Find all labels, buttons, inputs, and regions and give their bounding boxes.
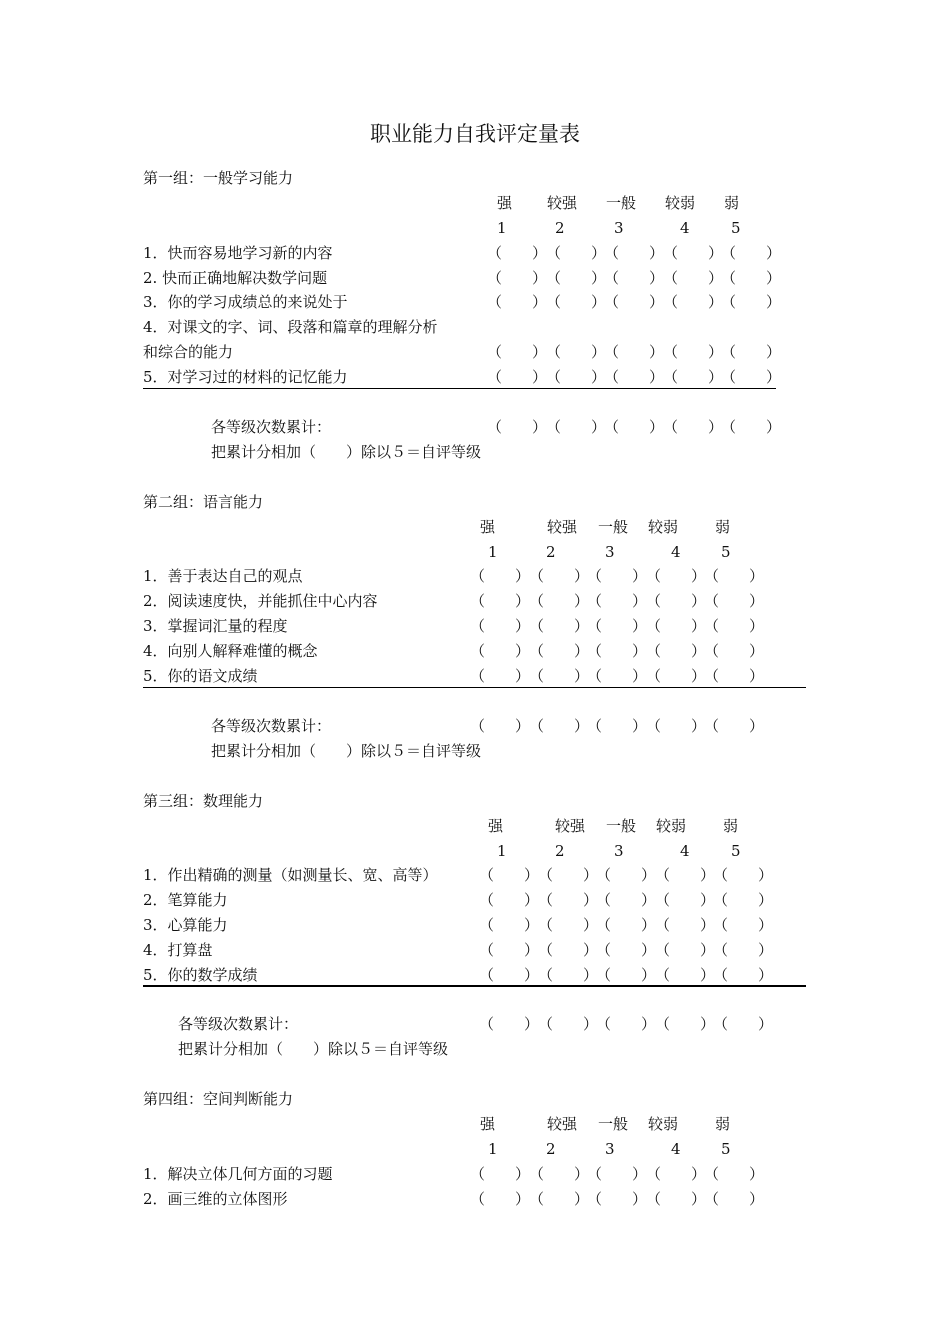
group-3-item-2-rating-3: （ ） xyxy=(596,891,657,909)
group-3-divider xyxy=(143,985,806,987)
group-3-item-2-rating-4: （ ） xyxy=(655,891,716,909)
group-4-scale-label-4: 较弱 xyxy=(648,1115,679,1133)
group-1-item-6-rating-3: （ ） xyxy=(604,368,665,386)
group-3-item-2-rating-2: （ ） xyxy=(538,891,599,909)
group-3-item-2-rating-5: （ ） xyxy=(713,891,774,909)
group-2-scale-label-4: 较弱 xyxy=(648,518,679,536)
group-3-scale-number-1: 1 xyxy=(497,842,507,860)
group-2-tally-rating-1: （ ） xyxy=(470,717,531,735)
group-1-scale-number-2: 2 xyxy=(555,219,565,237)
group-2-item-1-rating-1: （ ） xyxy=(470,567,531,585)
group-4-item-2-rating-1: （ ） xyxy=(470,1190,531,1208)
group-2-item-1-text: 1．善于表达自己的观点 xyxy=(143,567,303,585)
group-1-scale-number-1: 1 xyxy=(497,219,507,237)
group-4-item-2-text: 2．画三维的立体图形 xyxy=(143,1190,288,1208)
group-1-tally-rating-3: （ ） xyxy=(604,418,665,436)
group-2-item-2-text: 2．阅读速度快，并能抓住中心内容 xyxy=(143,592,378,610)
group-2-item-2-rating-2: （ ） xyxy=(529,592,590,610)
group-3-scale-number-3: 3 xyxy=(614,842,624,860)
group-2-item-4-rating-3: （ ） xyxy=(587,642,648,660)
group-1-divider xyxy=(143,388,776,389)
group-4-heading: 第四组：空间判断能力 xyxy=(143,1090,294,1108)
group-1-item-2-text: 2. 快而正确地解决数学问题 xyxy=(143,269,328,287)
group-3-tally-label: 各等级次数累计： xyxy=(178,1015,299,1033)
group-2-tally-label: 各等级次数累计： xyxy=(211,717,332,735)
group-2-item-3-rating-3: （ ） xyxy=(587,617,648,635)
group-4-item-2-rating-4: （ ） xyxy=(646,1190,707,1208)
group-1-item-4-text: 4．对课文的字、词、段落和篇章的理解分析 xyxy=(143,318,438,336)
group-1-scale-label-3: 一般 xyxy=(606,194,637,212)
group-2-scale-number-5: 5 xyxy=(721,543,731,561)
group-2-scale-label-3: 一般 xyxy=(598,518,629,536)
group-2-item-2-rating-5: （ ） xyxy=(704,592,765,610)
group-1-item-1-rating-5: （ ） xyxy=(721,244,782,262)
group-2-item-1-rating-5: （ ） xyxy=(704,567,765,585)
group-3-tally-rating-5: （ ） xyxy=(713,1015,774,1033)
group-4-item-1-rating-5: （ ） xyxy=(704,1165,765,1183)
group-1-item-5-rating-4: （ ） xyxy=(663,343,724,361)
group-1-scale-number-3: 3 xyxy=(614,219,624,237)
group-2-item-2-rating-3: （ ） xyxy=(587,592,648,610)
group-4-item-1-text: 1．解决立体几何方面的习题 xyxy=(143,1165,333,1183)
group-3-item-4-rating-4: （ ） xyxy=(655,941,716,959)
group-3-item-3-rating-1: （ ） xyxy=(479,916,540,934)
group-1-item-2-rating-2: （ ） xyxy=(546,269,607,287)
group-1-tally-label: 各等级次数累计： xyxy=(211,418,332,436)
group-1-item-1-rating-3: （ ） xyxy=(604,244,665,262)
group-1-item-3-rating-2: （ ） xyxy=(546,293,607,311)
group-2-scale-label-2: 较强 xyxy=(547,518,578,536)
group-1-scale-label-2: 较强 xyxy=(547,194,578,212)
group-4-item-2-rating-3: （ ） xyxy=(587,1190,648,1208)
group-2-item-3-rating-1: （ ） xyxy=(470,617,531,635)
group-4-item-2-rating-2: （ ） xyxy=(529,1190,590,1208)
group-3-item-5-rating-3: （ ） xyxy=(596,966,657,984)
group-3-item-1-rating-1: （ ） xyxy=(479,866,540,884)
group-1-item-5-rating-3: （ ） xyxy=(604,343,665,361)
group-3-item-5-rating-5: （ ） xyxy=(713,966,774,984)
group-2-item-2-rating-1: （ ） xyxy=(470,592,531,610)
group-3-item-4-rating-1: （ ） xyxy=(479,941,540,959)
group-3-scale-number-4: 4 xyxy=(680,842,690,860)
group-3-item-3-rating-3: （ ） xyxy=(596,916,657,934)
group-3-tally-rating-3: （ ） xyxy=(596,1015,657,1033)
group-3-scale-label-3: 一般 xyxy=(606,817,637,835)
group-3-tally-rating-4: （ ） xyxy=(655,1015,716,1033)
group-4-item-1-rating-4: （ ） xyxy=(646,1165,707,1183)
group-1-item-2-rating-4: （ ） xyxy=(663,269,724,287)
group-3-scale-number-2: 2 xyxy=(555,842,565,860)
group-2-scale-number-2: 2 xyxy=(546,543,556,561)
group-1-item-3-rating-5: （ ） xyxy=(721,293,782,311)
group-3-scale-label-2: 较强 xyxy=(555,817,586,835)
group-2-tally-rating-5: （ ） xyxy=(704,717,765,735)
group-3-scale-label-5: 弱 xyxy=(723,817,739,835)
group-3-sum-line: 把累计分相加（ ）除以５＝自评等级 xyxy=(178,1040,449,1058)
group-3-item-1-rating-5: （ ） xyxy=(713,866,774,884)
group-4-item-1-rating-1: （ ） xyxy=(470,1165,531,1183)
group-2-item-1-rating-4: （ ） xyxy=(646,567,707,585)
group-3-item-4-rating-3: （ ） xyxy=(596,941,657,959)
group-1-item-5-rating-2: （ ） xyxy=(546,343,607,361)
group-1-tally-rating-5: （ ） xyxy=(721,418,782,436)
group-2-sum-line: 把累计分相加（ ）除以５＝自评等级 xyxy=(211,742,482,760)
group-2-item-5-rating-4: （ ） xyxy=(646,667,707,685)
group-4-scale-number-5: 5 xyxy=(721,1140,731,1158)
group-1-scale-number-5: 5 xyxy=(731,219,741,237)
group-3-item-1-rating-2: （ ） xyxy=(538,866,599,884)
group-1-item-5-rating-1: （ ） xyxy=(487,343,548,361)
group-1-tally-rating-2: （ ） xyxy=(546,418,607,436)
group-2-item-3-rating-4: （ ） xyxy=(646,617,707,635)
group-4-scale-number-3: 3 xyxy=(605,1140,615,1158)
group-1-item-6-text: 5．对学习过的材料的记忆能力 xyxy=(143,368,348,386)
group-1-item-6-rating-1: （ ） xyxy=(487,368,548,386)
group-1-item-3-text: 3．你的学习成绩总的来说处于 xyxy=(143,293,348,311)
group-1-item-5-text: 和综合的能力 xyxy=(143,343,234,361)
group-3-item-5-rating-2: （ ） xyxy=(538,966,599,984)
group-3-item-4-text: 4．打算盘 xyxy=(143,941,213,959)
group-3-scale-label-4: 较弱 xyxy=(656,817,687,835)
group-2-item-4-rating-2: （ ） xyxy=(529,642,590,660)
group-3-scale-number-5: 5 xyxy=(731,842,741,860)
group-2-scale-label-1: 强 xyxy=(480,518,496,536)
group-1-item-1-rating-1: （ ） xyxy=(487,244,548,262)
group-3-item-2-rating-1: （ ） xyxy=(479,891,540,909)
group-4-scale-label-1: 强 xyxy=(480,1115,496,1133)
group-3-item-4-rating-5: （ ） xyxy=(713,941,774,959)
group-2-tally-rating-2: （ ） xyxy=(529,717,590,735)
group-4-scale-number-1: 1 xyxy=(488,1140,498,1158)
group-4-scale-label-2: 较强 xyxy=(547,1115,578,1133)
group-2-item-5-text: 5．你的语文成绩 xyxy=(143,667,258,685)
group-2-item-5-rating-5: （ ） xyxy=(704,667,765,685)
group-2-item-4-rating-4: （ ） xyxy=(646,642,707,660)
group-4-scale-number-4: 4 xyxy=(671,1140,681,1158)
group-2-item-2-rating-4: （ ） xyxy=(646,592,707,610)
group-1-scale-number-4: 4 xyxy=(680,219,690,237)
group-2-item-5-rating-2: （ ） xyxy=(529,667,590,685)
group-1-item-2-rating-1: （ ） xyxy=(487,269,548,287)
group-2-item-4-rating-1: （ ） xyxy=(470,642,531,660)
group-3-item-1-rating-3: （ ） xyxy=(596,866,657,884)
group-1-item-5-rating-5: （ ） xyxy=(721,343,782,361)
page-title: 职业能力自我评定量表 xyxy=(370,122,580,146)
group-2-item-1-rating-2: （ ） xyxy=(529,567,590,585)
group-3-item-3-text: 3．心算能力 xyxy=(143,916,228,934)
group-3-item-5-rating-1: （ ） xyxy=(479,966,540,984)
group-3-scale-label-1: 强 xyxy=(488,817,504,835)
group-1-item-2-rating-5: （ ） xyxy=(721,269,782,287)
group-1-scale-label-5: 弱 xyxy=(724,194,740,212)
group-2-item-3-rating-5: （ ） xyxy=(704,617,765,635)
group-1-item-3-rating-1: （ ） xyxy=(487,293,548,311)
group-3-item-4-rating-2: （ ） xyxy=(538,941,599,959)
group-1-heading: 第一组：一般学习能力 xyxy=(143,169,294,187)
group-2-scale-number-3: 3 xyxy=(605,543,615,561)
group-3-item-3-rating-5: （ ） xyxy=(713,916,774,934)
group-2-item-1-rating-3: （ ） xyxy=(587,567,648,585)
group-2-scale-label-5: 弱 xyxy=(715,518,731,536)
group-3-item-1-text: 1．作出精确的测量（如测量长、宽、高等） xyxy=(143,866,438,884)
group-1-item-3-rating-4: （ ） xyxy=(663,293,724,311)
group-1-item-1-text: 1．快而容易地学习新的内容 xyxy=(143,244,333,262)
group-3-item-3-rating-4: （ ） xyxy=(655,916,716,934)
group-3-tally-rating-1: （ ） xyxy=(479,1015,540,1033)
group-2-item-4-text: 4．向别人解释难懂的概念 xyxy=(143,642,318,660)
group-2-divider xyxy=(143,687,806,688)
group-2-item-5-rating-3: （ ） xyxy=(587,667,648,685)
group-4-scale-label-3: 一般 xyxy=(598,1115,629,1133)
group-3-item-3-rating-2: （ ） xyxy=(538,916,599,934)
group-2-scale-number-1: 1 xyxy=(488,543,498,561)
group-2-item-3-rating-2: （ ） xyxy=(529,617,590,635)
group-1-item-1-rating-4: （ ） xyxy=(663,244,724,262)
group-1-item-1-rating-2: （ ） xyxy=(546,244,607,262)
group-3-item-2-text: 2．笔算能力 xyxy=(143,891,228,909)
group-2-item-3-text: 3．掌握词汇量的程度 xyxy=(143,617,288,635)
group-4-item-1-rating-2: （ ） xyxy=(529,1165,590,1183)
group-3-tally-rating-2: （ ） xyxy=(538,1015,599,1033)
group-4-scale-number-2: 2 xyxy=(546,1140,556,1158)
group-2-item-5-rating-1: （ ） xyxy=(470,667,531,685)
group-1-scale-label-4: 较弱 xyxy=(665,194,696,212)
group-2-item-4-rating-5: （ ） xyxy=(704,642,765,660)
group-1-item-2-rating-3: （ ） xyxy=(604,269,665,287)
group-1-item-3-rating-3: （ ） xyxy=(604,293,665,311)
group-2-tally-rating-3: （ ） xyxy=(587,717,648,735)
group-2-scale-number-4: 4 xyxy=(671,543,681,561)
group-4-scale-label-5: 弱 xyxy=(715,1115,731,1133)
group-1-item-6-rating-4: （ ） xyxy=(663,368,724,386)
group-2-heading: 第二组：语言能力 xyxy=(143,493,264,511)
group-1-item-6-rating-2: （ ） xyxy=(546,368,607,386)
group-1-tally-rating-1: （ ） xyxy=(487,418,548,436)
group-1-tally-rating-4: （ ） xyxy=(663,418,724,436)
group-1-sum-line: 把累计分相加（ ）除以５＝自评等级 xyxy=(211,443,482,461)
group-3-item-5-text: 5．你的数学成绩 xyxy=(143,966,258,984)
group-3-heading: 第三组：数理能力 xyxy=(143,792,264,810)
group-2-tally-rating-4: （ ） xyxy=(646,717,707,735)
group-4-item-1-rating-3: （ ） xyxy=(587,1165,648,1183)
group-3-item-5-rating-4: （ ） xyxy=(655,966,716,984)
group-1-item-6-rating-5: （ ） xyxy=(721,368,782,386)
group-3-item-1-rating-4: （ ） xyxy=(655,866,716,884)
group-4-item-2-rating-5: （ ） xyxy=(704,1190,765,1208)
group-1-scale-label-1: 强 xyxy=(497,194,513,212)
